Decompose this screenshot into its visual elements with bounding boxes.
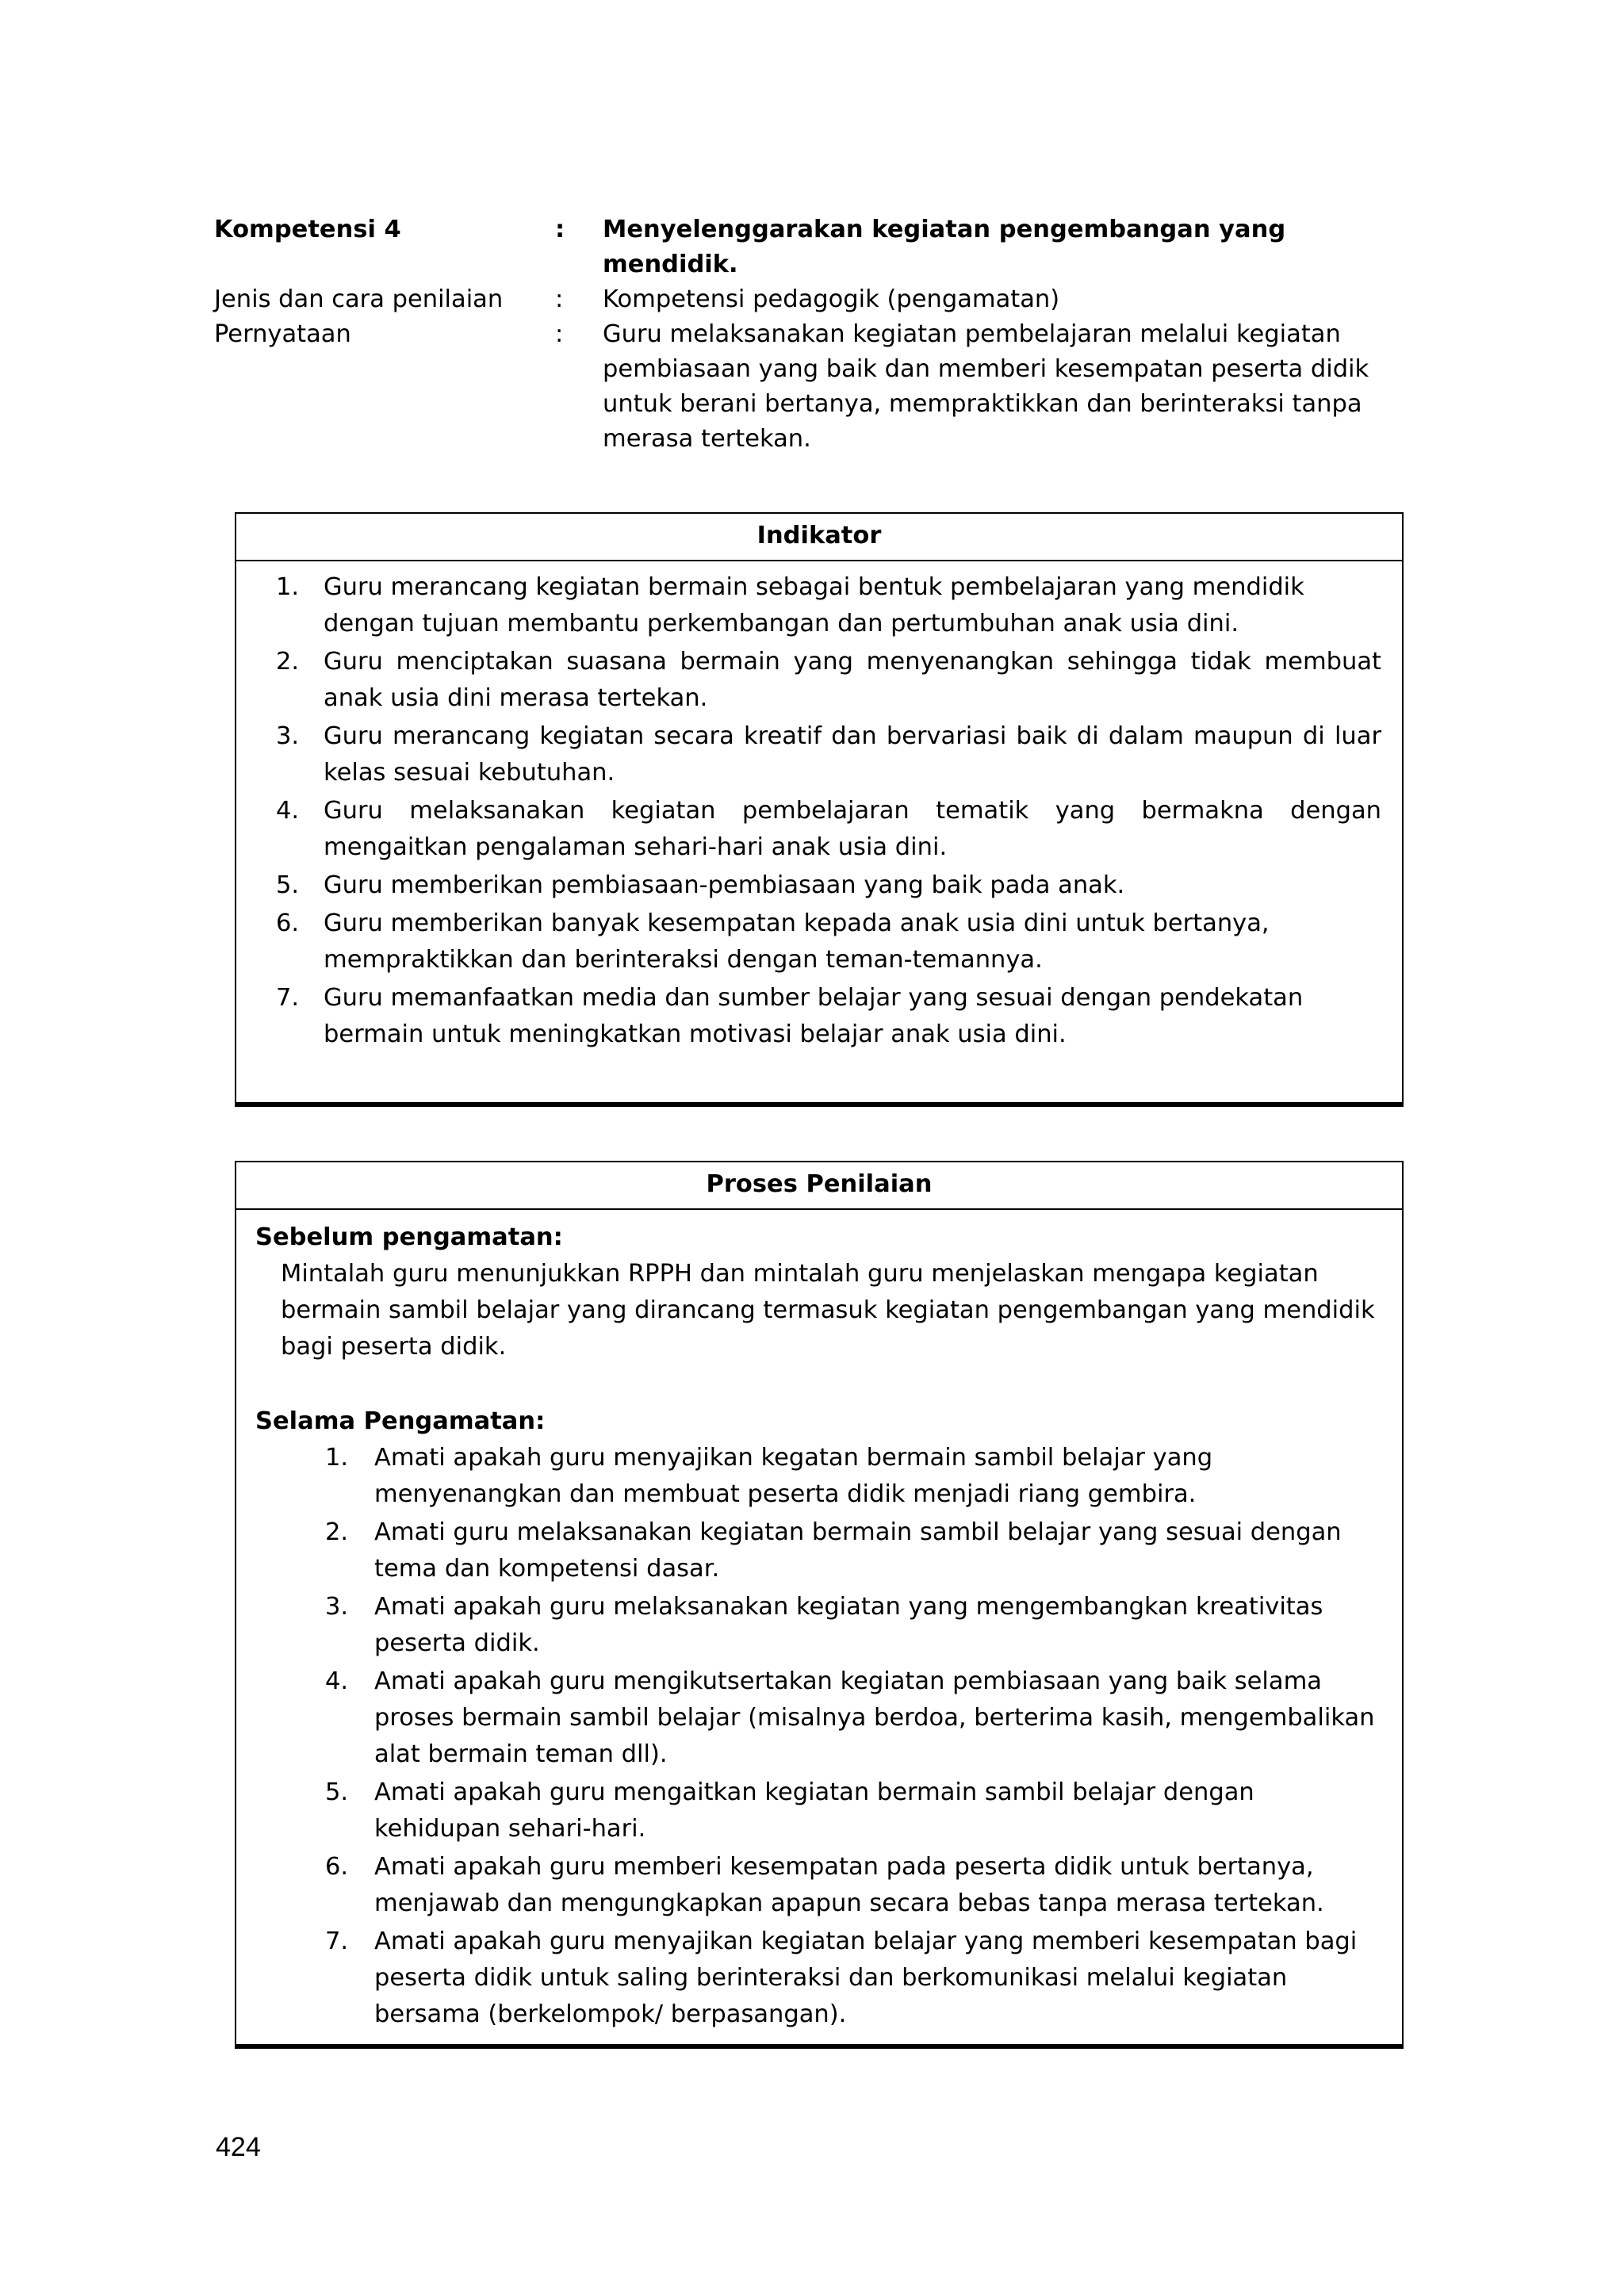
list-item-text: Amati apakah guru memberi kesempatan pada peserta didik untuk bertanya, menjawab dan mengungkapkan apapun secara bebas tanpa merasa tertekan. <box>374 1853 1324 1917</box>
meta-row-kompetensi <box>214 212 1419 282</box>
meta-label-pernyataan: Pernyataan <box>214 320 351 348</box>
list-item <box>255 1774 1383 1847</box>
list-item-text: Amati apakah guru melaksanakan kegiatan yang mengembangkan kreativitas peserta didik. <box>374 1593 1323 1657</box>
selama-pengamatan-heading: Selama Pengamatan: <box>255 1407 546 1435</box>
page-number: 424 <box>216 2132 261 2162</box>
list-item-text: Guru memberikan pembiasaan-pembiasaan yang baik pada anak. <box>324 871 1125 899</box>
list-item-text: Amati apakah guru menyajikan kegiatan belajar yang memberi kesempatan bagi peserta didik untuk saling berinteraksi dan berkomunikasi melalui kegiatan bersama (berkelompok/ berpasangan). <box>374 1927 1358 2028</box>
list-item <box>255 1514 1383 1587</box>
meta-colon-kompetensi: : <box>555 216 565 243</box>
list-item-text: Guru melaksanakan kegiatan pembelajaran tematik yang bermakna dengan mengaitkan pengalaman sehari-hari anak usia dini. <box>324 797 1381 861</box>
list-item <box>255 1849 1383 1922</box>
list-item <box>257 718 1381 791</box>
sebelum-pengamatan-heading: Sebelum pengamatan: <box>255 1223 563 1251</box>
indikator-title: Indikator <box>236 514 1402 561</box>
meta-colon-pernyataan: : <box>555 320 564 348</box>
list-item-marker: 6. <box>276 909 300 937</box>
list-item <box>257 644 1381 717</box>
section-spacer <box>255 1365 1383 1400</box>
meta-value-jenis-penilaian: Kompetensi pedagogik (pengamatan) <box>603 285 1060 313</box>
list-item <box>255 1663 1383 1773</box>
list-item-marker: 3. <box>276 722 300 750</box>
list-item-text: Amati apakah guru mengikutsertakan kegiatan pembiasaan yang baik selama proses bermain sambil belajar (misalnya berdoa, berterima kasih, mengembalikan alat bermain teman dll). <box>374 1667 1375 1768</box>
selama-pengamatan-list <box>255 1440 1383 2033</box>
list-item <box>255 1440 1383 1513</box>
list-item-marker: 7. <box>276 984 300 1012</box>
list-item-marker: 1. <box>325 1444 349 1472</box>
list-item <box>257 905 1381 978</box>
meta-row-jenis-penilaian <box>214 282 1419 317</box>
indikator-box <box>235 512 1404 1107</box>
meta-value-kompetensi: Menyelenggarakan kegiatan pengembangan yang mendidik. <box>603 216 1286 278</box>
list-item-marker: 4. <box>325 1667 349 1695</box>
list-item-marker: 4. <box>276 797 300 825</box>
meta-label-jenis-penilaian: Jenis dan cara penilaian <box>214 285 504 313</box>
list-item-text: Guru merancang kegiatan secara kreatif dan bervariasi baik di dalam maupun di luar kelas sesuai kebutuhan. <box>324 722 1381 787</box>
list-item-text: Guru memanfaatkan media dan sumber belajar yang sesuai dengan pendekatan bermain untuk meningkatkan motivasi belajar anak usia dini. <box>324 984 1304 1048</box>
list-item <box>257 867 1381 904</box>
list-item-text: Amati apakah guru mengaitkan kegiatan bermain sambil belajar dengan kehidupan sehari-hari. <box>374 1778 1254 1843</box>
list-item <box>255 1589 1383 1662</box>
list-item-text: Amati apakah guru menyajikan kegatan bermain sambil belajar yang menyenangkan dan membuat peserta didik menjadi riang gembira. <box>374 1444 1213 1508</box>
list-item <box>257 793 1381 866</box>
list-item-marker: 5. <box>276 871 300 899</box>
meta-value-pernyataan: Guru melaksanakan kegiatan pembelajaran melalui kegiatan pembiasaan yang baik dan memberi kesempatan peserta didik untuk berani bertanya, mempraktikkan dan berinteraksi tanpa merasa tertekan. <box>603 320 1369 453</box>
list-item <box>255 1924 1383 2033</box>
list-item-marker: 1. <box>276 573 300 601</box>
list-item-marker: 7. <box>325 1927 349 1955</box>
list-item-text: Guru menciptakan suasana bermain yang menyenangkan sehingga tidak membuat anak usia dini merasa tertekan. <box>324 648 1381 712</box>
meta-colon-jenis-penilaian: : <box>555 285 564 313</box>
indikator-body <box>236 561 1402 1102</box>
list-item <box>257 980 1381 1053</box>
indikator-list <box>257 569 1381 1053</box>
sebelum-pengamatan-paragraph: Mintalah guru menunjukkan RPPH dan mintalah guru menjelaskan mengapa kegiatan bermain sambil belajar yang dirancang termasuk kegiatan pengembangan yang mendidik bagi peserta didik. <box>281 1260 1375 1361</box>
list-item-marker: 2. <box>325 1518 349 1546</box>
proses-penilaian-title: Proses Penilaian <box>236 1162 1402 1210</box>
proses-penilaian-body <box>236 1210 1402 2044</box>
list-item-text: Guru merancang kegiatan bermain sebagai bentuk pembelajaran yang mendidik dengan tujuan membantu perkembangan dan pertumbuhan anak usia dini. <box>324 573 1304 637</box>
meta-row-pernyataan <box>214 317 1419 457</box>
list-item-marker: 3. <box>325 1593 349 1621</box>
list-item-text: Amati guru melaksanakan kegiatan bermain sambil belajar yang sesuai dengan tema dan kompetensi dasar. <box>374 1518 1342 1583</box>
list-item-text: Guru memberikan banyak kesempatan kepada anak usia dini untuk bertanya, mempraktikkan dan berinteraksi dengan teman-temannya. <box>324 909 1270 974</box>
list-item <box>257 569 1381 642</box>
list-item-marker: 2. <box>276 648 300 676</box>
meta-label-kompetensi: Kompetensi 4 <box>214 216 401 243</box>
list-item-marker: 6. <box>325 1853 349 1881</box>
list-item-marker: 5. <box>325 1778 349 1806</box>
competency-meta-block <box>214 212 1419 457</box>
proses-penilaian-box <box>235 1161 1404 2049</box>
